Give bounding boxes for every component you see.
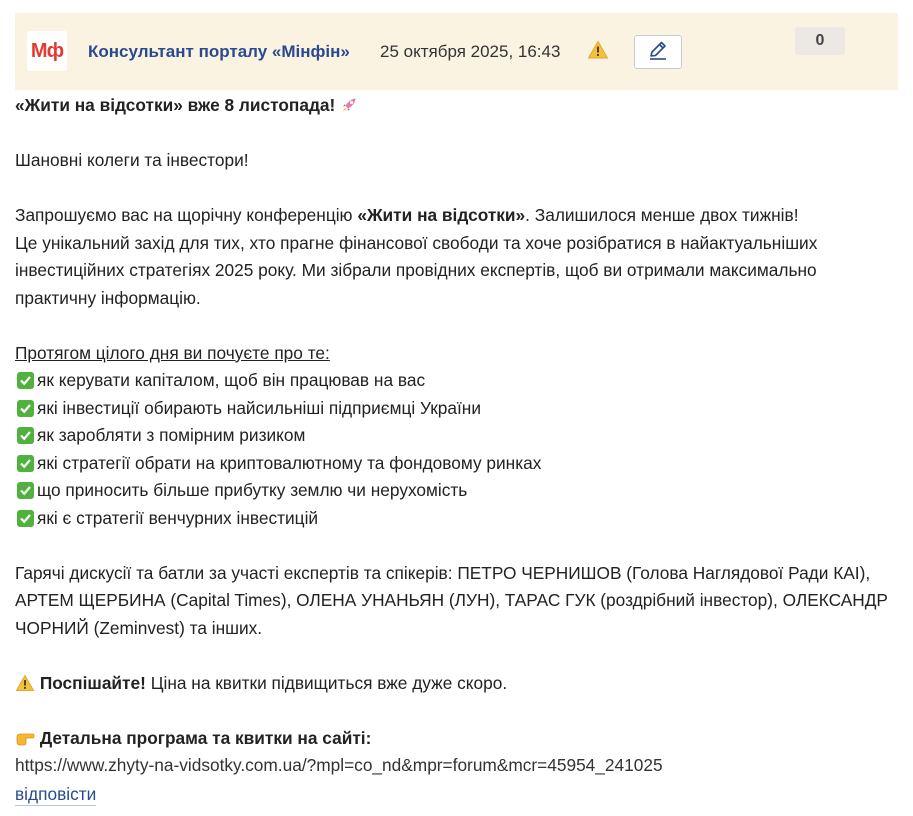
check-mark-icon [17,427,34,444]
warning-icon [15,673,35,701]
topic-text: які інвестиції обирають найсильніші підприємці України [37,397,481,418]
speakers-line: ЧОРНИЙ (Zeminvest) та інших. [15,617,263,638]
post-date: 25 октября 2025, 16:43 [380,42,561,61]
check-mark-icon [17,372,34,389]
hurry-text: Ціна на квитки підвищиться вже дуже скоро. [145,672,508,693]
invite-line [15,202,900,230]
topics-heading-line [15,340,900,368]
tickets-url-link[interactable]: https://www.zhyty-na-vidsotky.com.ua/?mpl=co_nd&mpr=forum&mcr=45954_241025 [15,755,663,775]
topics-heading: Протягом цілого дня ви почуєте про те: [15,342,330,363]
topic-item [15,477,900,505]
pointing-hand-icon [15,728,35,756]
invite-text-before: Запрошуємо вас на щорічну конференцію [15,205,358,225]
topic-text: як заробляти з помірним ризиком [37,425,306,445]
conference-name: «Жити на відсотки» [357,205,526,225]
post-header [15,13,898,90]
topic-text: що приносить більше прибутку землю чи нерухомість [37,480,468,500]
description-line: інвестиційних стратегіях 2025 року. Ми зібрали провідних експертів, щоб ви отримали максимально [15,260,817,280]
post-title-line [15,92,900,120]
edit-button[interactable] [634,35,682,69]
check-mark-icon [17,482,34,499]
program-line [15,725,900,753]
post-body [15,92,900,780]
reply-link[interactable]: відповісти [15,784,97,804]
author-link[interactable]: Консультант порталу «Мінфін» [88,42,350,61]
rocket-icon [340,95,358,123]
hurry-line [15,670,900,698]
topic-item [15,395,900,423]
invite-text-after: . Залишилося менше двох тижнів! [525,205,799,225]
greeting: Шановні колеги та інвестори! [15,150,249,170]
topic-text: які є стратегії венчурних інвестицій [37,507,319,528]
post-title: «Жити на відсотки» вже 8 листопада! [15,95,336,115]
speakers-line: Гарячі дискусії та батли за участі експертів та спікерів: ПЕТРО ЧЕРНИШОВ (Голова Наглядової Ради КАІ), [15,562,871,583]
minfin-logo[interactable]: Мф [27,31,67,71]
check-mark-icon [17,510,34,527]
check-mark-icon [17,400,34,417]
url-line [15,752,900,780]
topic-item [15,505,900,533]
topic-text: які стратегії обрати на криптовалютному та фондовому ринках [37,452,542,473]
topic-text: як керувати капіталом, щоб він працював на вас [37,370,426,390]
topic-item [15,450,900,478]
check-mark-icon [17,455,34,472]
description-line: Це унікальний захід для тих, хто прагне фінансової свободи та хоче розібратися в найактуальніших [15,232,818,253]
edit-pencil-icon [647,39,669,66]
topic-item [15,367,900,395]
speakers-line: АРТЕМ ЩЕРБИНА (Capital Times), ОЛЕНА УНАНЬЯН (ЛУН), ТАРАС ГУК (роздрібний інвестор), ОЛЕКСАНДР [15,590,888,610]
rating-counter[interactable]: 0 [795,27,845,55]
description-line: практичну інформацію. [15,287,201,308]
warning-icon[interactable] [587,40,609,60]
program-heading: Детальна програма та квитки на сайті: [39,727,372,748]
topic-item [15,422,900,450]
hurry-bold: Поспішайте! [39,672,146,693]
